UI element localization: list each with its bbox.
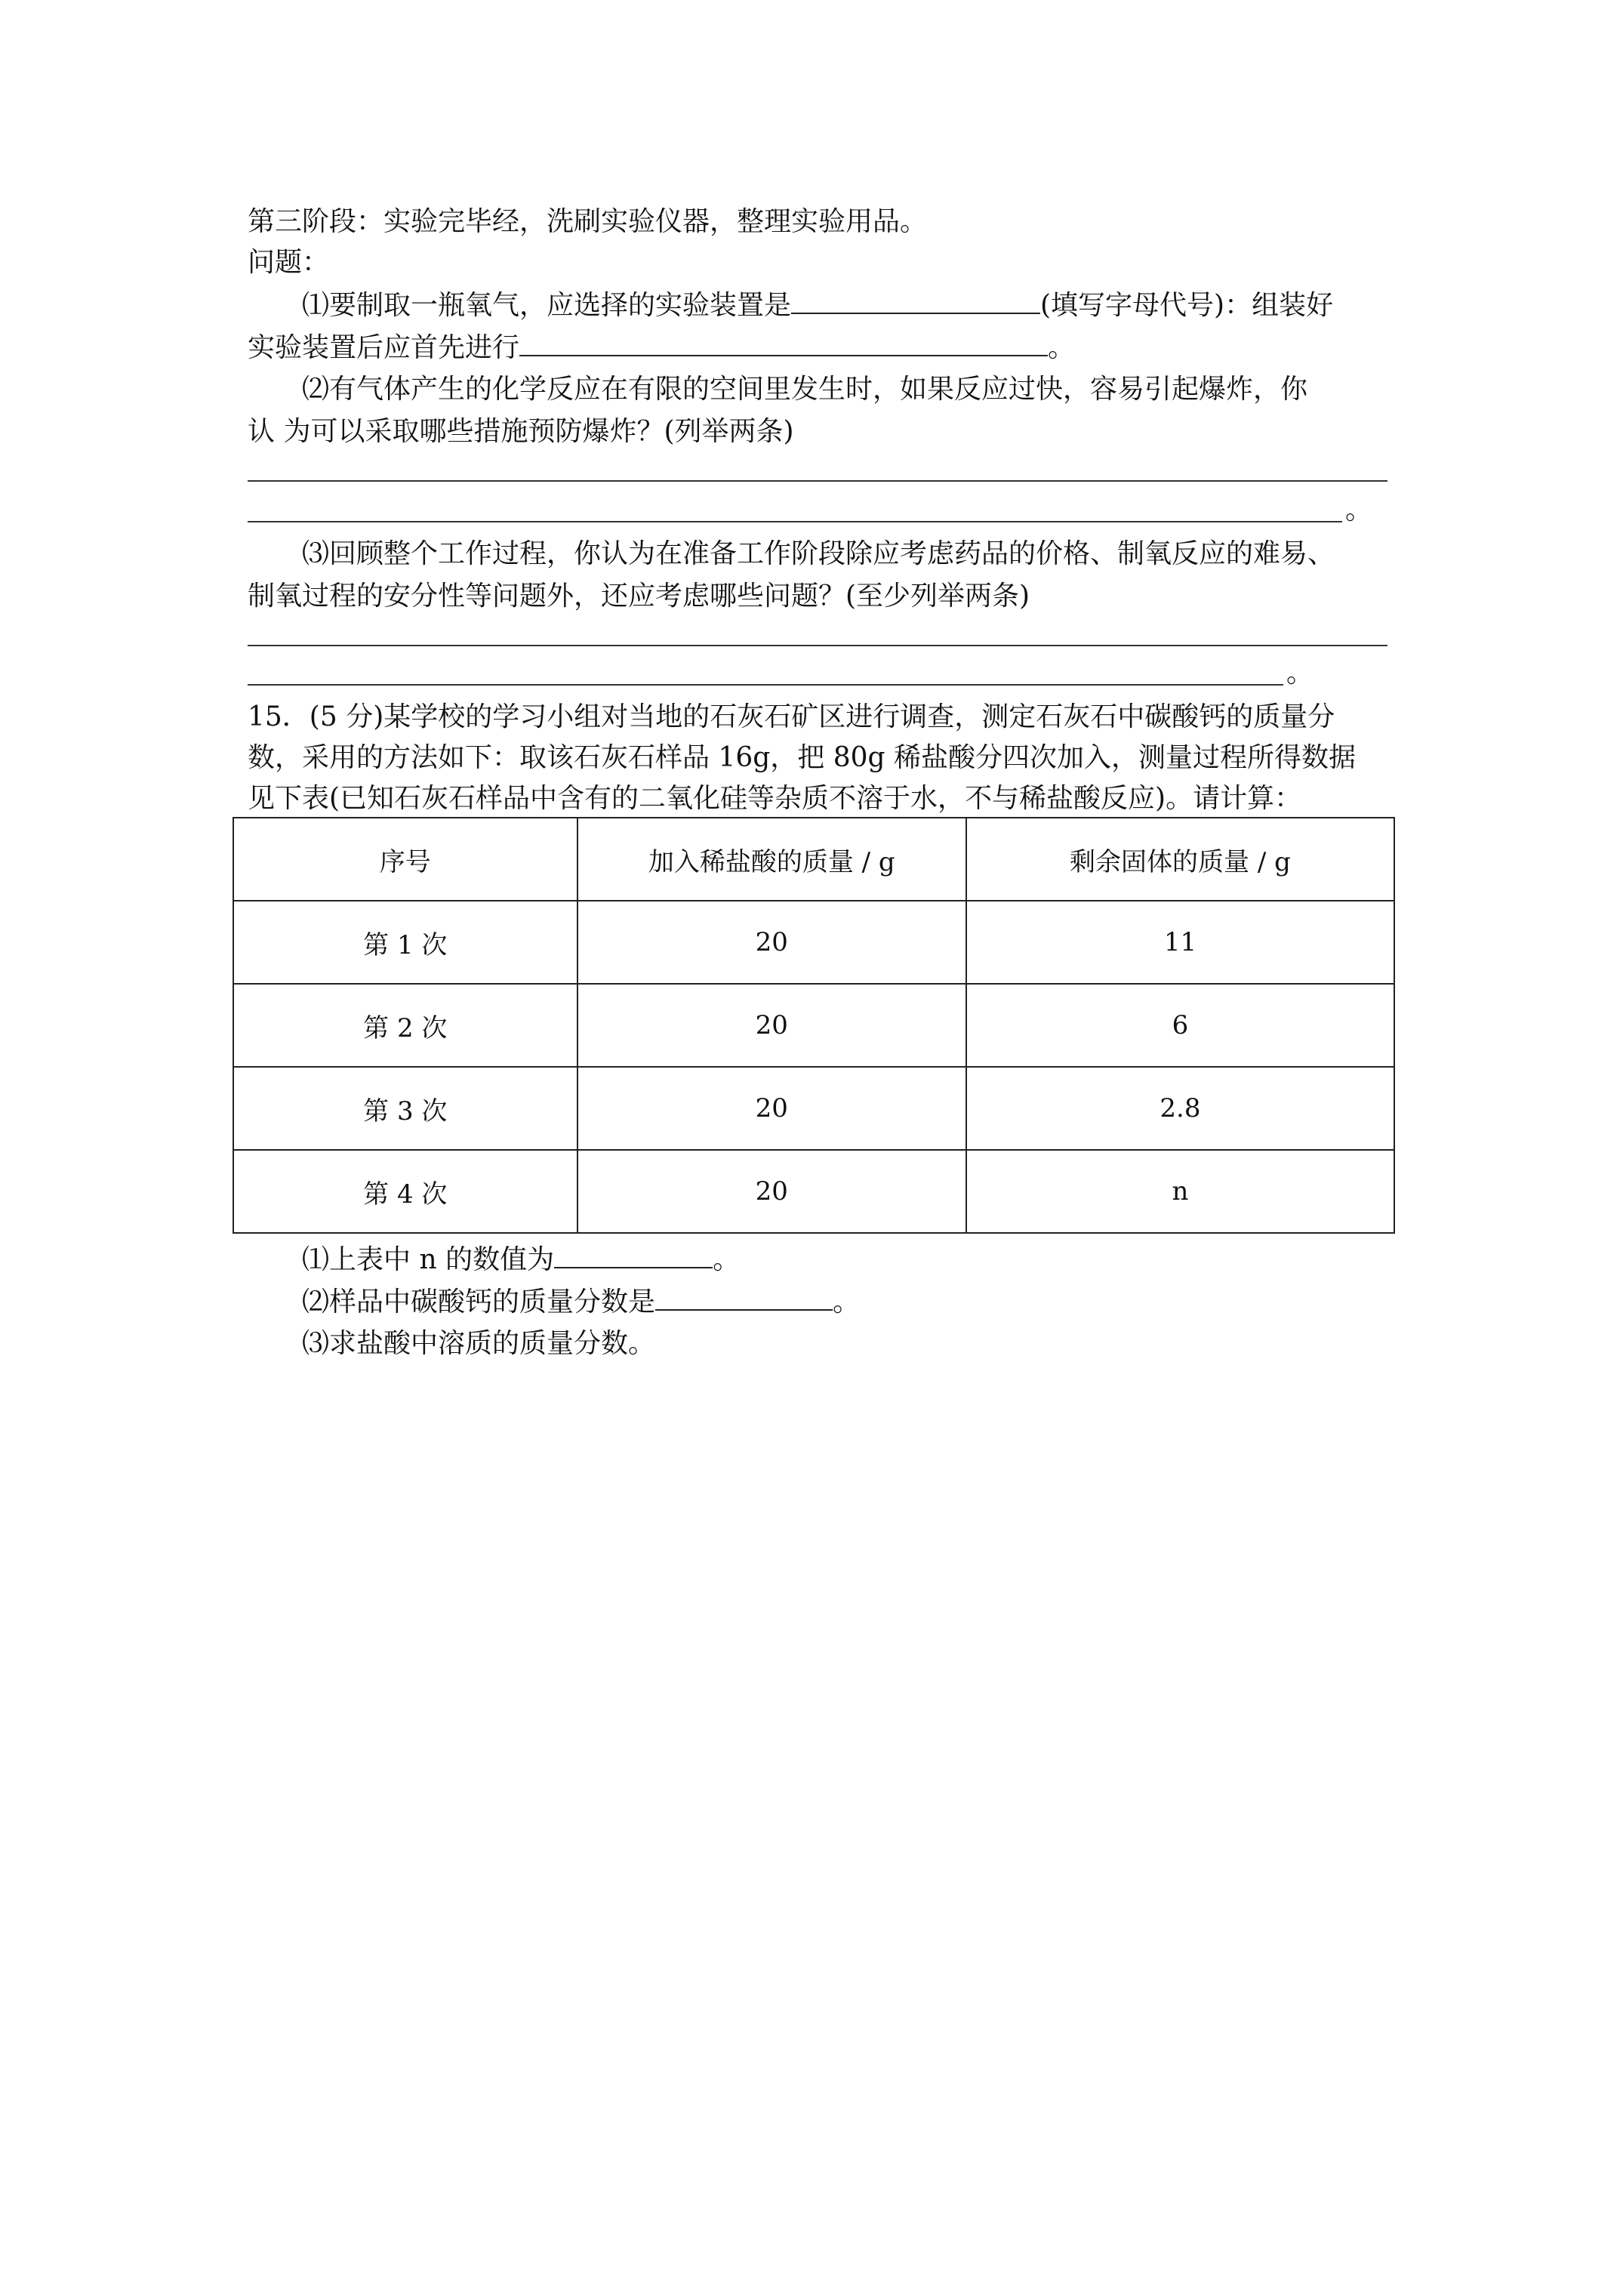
q1-answer-blank-step[interactable] xyxy=(519,326,1048,356)
q2-end-mark: 。 xyxy=(1345,495,1373,525)
sub-question-1-text: ⑴上表中 n 的数值为 xyxy=(302,1244,555,1275)
problem15-line3: 见下表(已知石灰石样品中含有的二氧化硅等杂质不溶于水，不与稀盐酸反应)。请计算： xyxy=(248,783,1302,814)
q2-answer-line-1[interactable] xyxy=(248,480,1387,482)
table-cell: 第 4 次 xyxy=(233,1150,577,1233)
table-cell: 11 xyxy=(966,901,1394,984)
sub-question-2-text: ⑵样品中碳酸钙的质量分数是 xyxy=(302,1287,656,1318)
header-solid-mass: 剩余固体的质量 / g xyxy=(966,818,1394,901)
table-cell: 6 xyxy=(966,984,1394,1067)
sub-question-2-blank[interactable] xyxy=(655,1281,833,1311)
data-table xyxy=(233,817,1395,1234)
q1-text-a: ⑴要制取一瓶氧气，应选择的实验装置是 xyxy=(302,290,792,321)
table-cell: 2.8 xyxy=(966,1067,1394,1150)
table-cell: 第 2 次 xyxy=(233,984,577,1067)
q2-answer-line-2[interactable] xyxy=(248,521,1342,522)
sub-question-2 xyxy=(302,1281,860,1324)
header-index: 序号 xyxy=(233,818,577,901)
table-cell: 第 1 次 xyxy=(233,901,577,984)
q1-line2 xyxy=(248,326,1075,369)
table-header-row xyxy=(233,818,1394,901)
table-cell: 20 xyxy=(577,1150,966,1233)
q1-answer-blank-apparatus[interactable] xyxy=(791,284,1040,314)
q3-answer-line-1[interactable] xyxy=(248,645,1387,646)
table-row xyxy=(233,984,1394,1067)
q2-line1: ⑵有气体产生的化学反应在有限的空间里发生时，如果反应过快，容易引起爆炸，你 xyxy=(302,374,1308,405)
table-cell: 20 xyxy=(577,1067,966,1150)
header-acid-mass: 加入稀盐酸的质量 / g xyxy=(577,818,966,901)
table-cell: 20 xyxy=(577,901,966,984)
sub-question-3: ⑶求盐酸中溶质的质量分数。 xyxy=(302,1328,656,1359)
sub-question-2-end: 。 xyxy=(833,1287,861,1318)
stage3-text: 第三阶段：实验完毕经，洗刷实验仪器，整理实验用品。 xyxy=(248,206,928,237)
q2-line2: 认 为可以采取哪些措施预防爆炸？(列举两条) xyxy=(248,416,794,447)
q1-text-b: (填写字母代号)：组装好 xyxy=(1040,290,1334,321)
q1-text-c: 实验装置后应首先进行 xyxy=(248,332,520,363)
table-cell: n xyxy=(966,1150,1394,1233)
q1-line1 xyxy=(302,284,1333,327)
table-cell: 20 xyxy=(577,984,966,1067)
sub-question-1 xyxy=(302,1238,740,1281)
questions-heading: 问题： xyxy=(248,247,330,278)
q3-answer-line-2[interactable] xyxy=(248,684,1283,686)
q3-end-mark: 。 xyxy=(1286,658,1314,689)
table-row xyxy=(233,1067,1394,1150)
q3-line2: 制氧过程的安分性等问题外，还应考虑哪些问题？(至少列举两条) xyxy=(248,581,1030,612)
table-cell: 第 3 次 xyxy=(233,1067,577,1150)
sub-question-1-end: 。 xyxy=(713,1244,741,1275)
q3-line1: ⑶回顾整个工作过程，你认为在准备工作阶段除应考虑药品的价格、制氧反应的难易、 xyxy=(302,538,1335,569)
table-row xyxy=(233,901,1394,984)
sub-question-1-blank[interactable] xyxy=(554,1238,713,1268)
problem15-line2: 数，采用的方法如下：取该石灰石样品 16g，把 80g 稀盐酸分四次加入，测量过程所得数据 xyxy=(248,742,1357,773)
problem15-line1: 15．(5 分)某学校的学习小组对当地的石灰石矿区进行调查，测定石灰石中碳酸钙的质量分 xyxy=(248,701,1335,732)
q1-end-mark: 。 xyxy=(1048,332,1076,363)
table-row xyxy=(233,1150,1394,1233)
